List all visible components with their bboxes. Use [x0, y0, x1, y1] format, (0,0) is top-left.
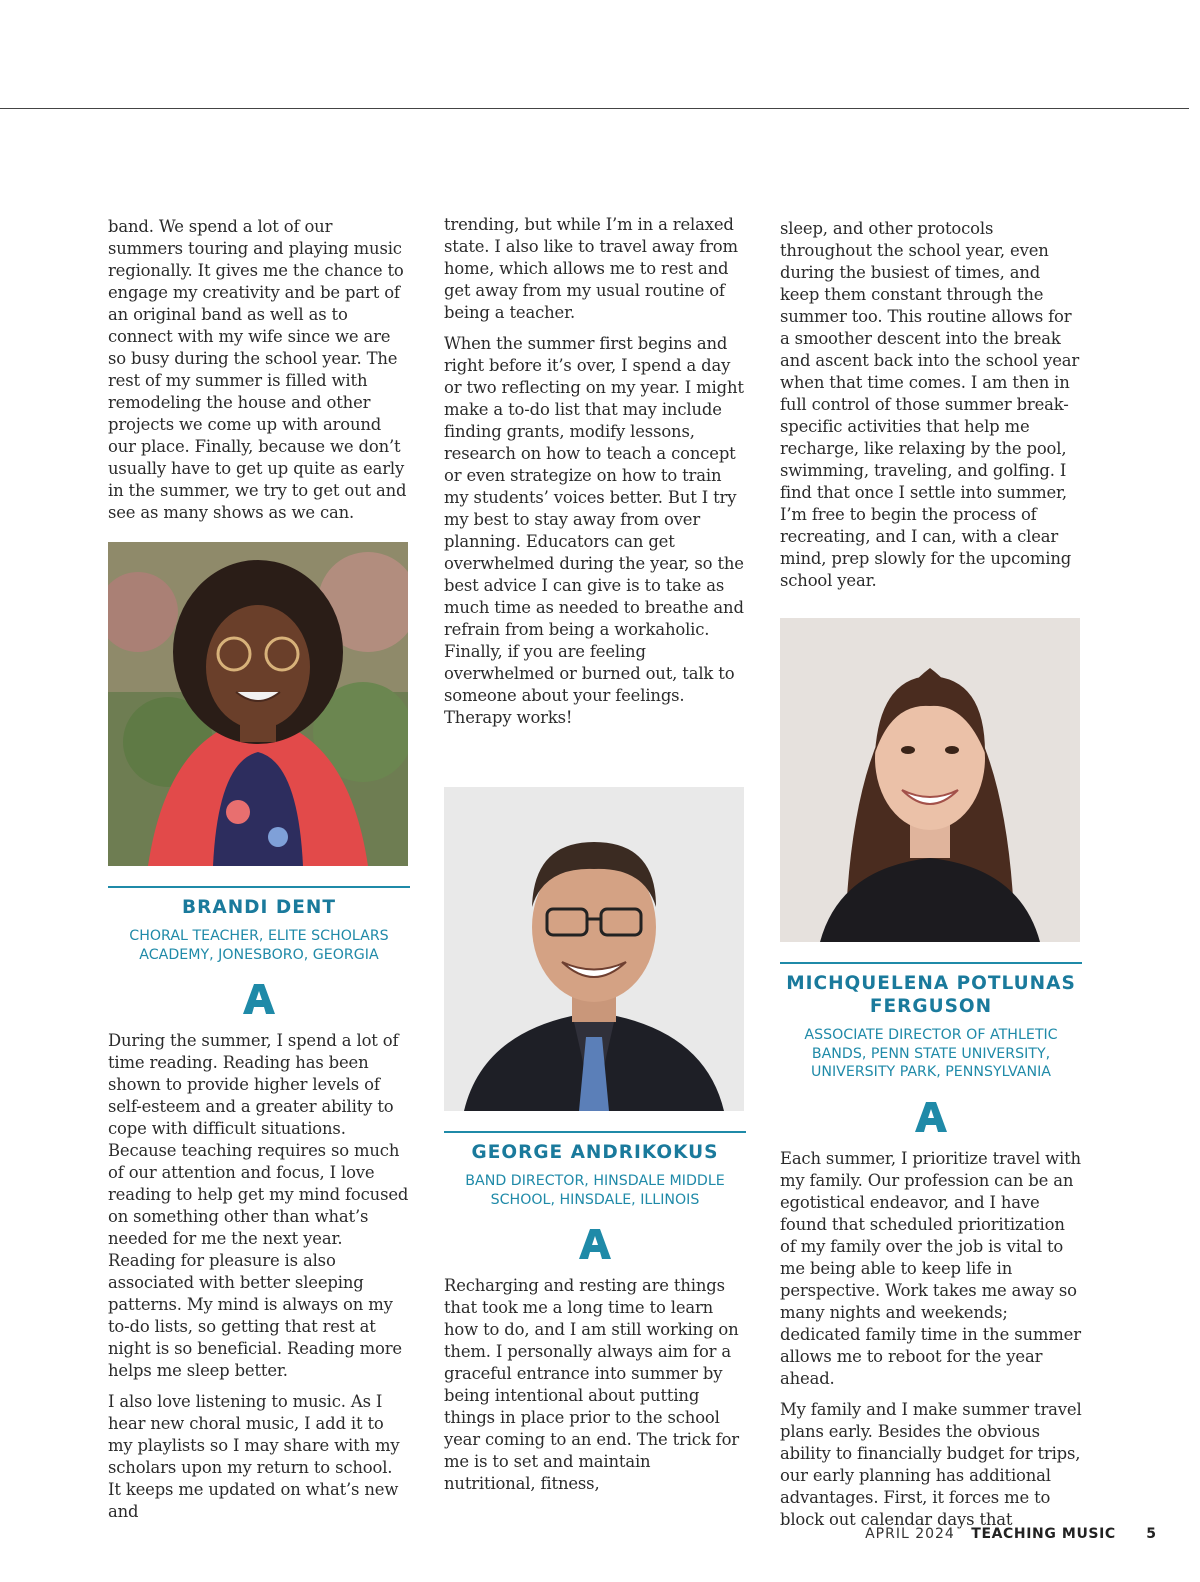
portrait-michquelena-potlunas-ferguson: [780, 618, 1080, 942]
column-2: [444, 214, 746, 1504]
magazine-title: TEACHING MUSIC: [971, 1526, 1116, 1542]
issue-date: APRIL 2024: [865, 1526, 955, 1542]
person-role: CHORAL TEACHER, ELITE SCHOLARS ACADEMY, JONESBORO, GEORGIA: [129, 928, 389, 963]
person-name: MICHQUELENA POTLUNAS FERGUSON: [786, 973, 1076, 1017]
page-footer: [865, 1526, 1156, 1542]
intro-paragraph: sleep, and other protocols throughout the school year, even during the busiest of times, and keep them constant through the summer too. This routine allows for a smoother descent into the break and ascent back into the school year when that time comes. I am then in full control of those summer break-specific activities that help me recharge, like relaxing by the pool, swimming, traveling, and golfing. I find that once I settle into summer, I’m free to begin the process of recreating, and I can, with a clear mind, prep slowly for the upcoming school year.: [780, 219, 1080, 590]
column-1: [108, 216, 410, 1532]
portrait-brandi-dent: [108, 542, 408, 866]
answer-paragraph-1: Recharging and resting are things that took me a long time to learn how to do, and I am still working on them. I personally always aim for a graceful entrance into summer by being intentional about putting things in place prior to the school year coming to an end. The trick for me is to set and maintain nutritional, fitness,: [444, 1276, 739, 1493]
column-3: [780, 218, 1082, 1540]
answer-a-icon: [242, 982, 276, 1016]
answer-paragraph-2: I also love listening to music. As I hear new choral music, I add it to my playlists so I may share with my scholars upon my return to school. It keeps me updated on what’s new and: [108, 1392, 400, 1521]
name-rule: [108, 886, 410, 888]
person-name: GEORGE ANDRIKOKUS: [471, 1142, 719, 1163]
person-role: ASSOCIATE DIRECTOR OF ATHLETIC BANDS, PENN STATE UNIVERSITY, UNIVERSITY PARK, PENNSYLVANIA: [804, 1027, 1058, 1080]
answer-paragraph-1: Each summer, I prioritize travel with my family. Our profession can be an egotistical endeavor, and I have found that scheduled prioritization of my family over the job is vital to me being able to keep life in perspective. Work takes me away so many nights and weekends; dedicated family time in the summer allows me to reboot for the year ahead.: [780, 1148, 1081, 1388]
portrait-george-andrikokus: [444, 787, 744, 1111]
intro-paragraph: band. We spend a lot of our summers touring and playing music regionally. It gives me the chance to engage my creativity and be part of an original band as well as to connect with my wife since we are so busy during the school year. The rest of my summer is filled with remodeling the house and other projects we come up with around our place. Finally, because we don’t usually have to get up quite as early in the summer, we try to get out and see as many shows as we can.: [108, 217, 407, 522]
page-number: 5: [1146, 1526, 1156, 1542]
answer-a-icon: [914, 1100, 948, 1134]
intro-paragraph-2: When the summer first begins and right before it’s over, I spend a day or two reflecting on my year. I might make a to-do list that may include finding grants, modify lessons, research on how to teach a concept or even strategize on how to train my students’ voices better. But I try my best to stay away from over planning. Educators can get overwhelmed during the year, so the best advice I can give is to take as much time as needed to breathe and refrain from being a workaholic. Finally, if you are feeling overwhelmed or burned out, talk to someone about your feelings. Therapy works!: [444, 334, 744, 727]
answer-paragraph-2: My family and I make summer travel plans early. Besides the obvious ability to financially budget for trips, our early planning has additional advantages. First, it forces me to block out calendar days that: [780, 1399, 1082, 1529]
answer-paragraph-1: During the summer, I spend a lot of time reading. Reading has been shown to provide higher levels of self-esteem and a greater ability to cope with difficult situations. Because teaching requires so much of our attention and focus, I love reading to help get my mind focused on something other than what’s needed for me the next year. Reading for pleasure is also associated with better sleeping patterns. My mind is always on my to-do lists, so getting that rest at night is so beneficial. Reading more helps me sleep better.: [108, 1031, 409, 1380]
person-role: BAND DIRECTOR, HINSDALE MIDDLE SCHOOL, HINSDALE, ILLINOIS: [465, 1173, 725, 1208]
header-rule: [0, 108, 1189, 109]
person-name: BRANDI DENT: [182, 897, 336, 918]
name-rule: [444, 1131, 746, 1133]
name-rule: [780, 962, 1082, 964]
intro-paragraph-1: trending, but while I’m in a relaxed state. I also like to travel away from home, which allows me to rest and get away from my usual routine of being a teacher.: [444, 215, 738, 322]
answer-a-icon: [578, 1227, 612, 1261]
